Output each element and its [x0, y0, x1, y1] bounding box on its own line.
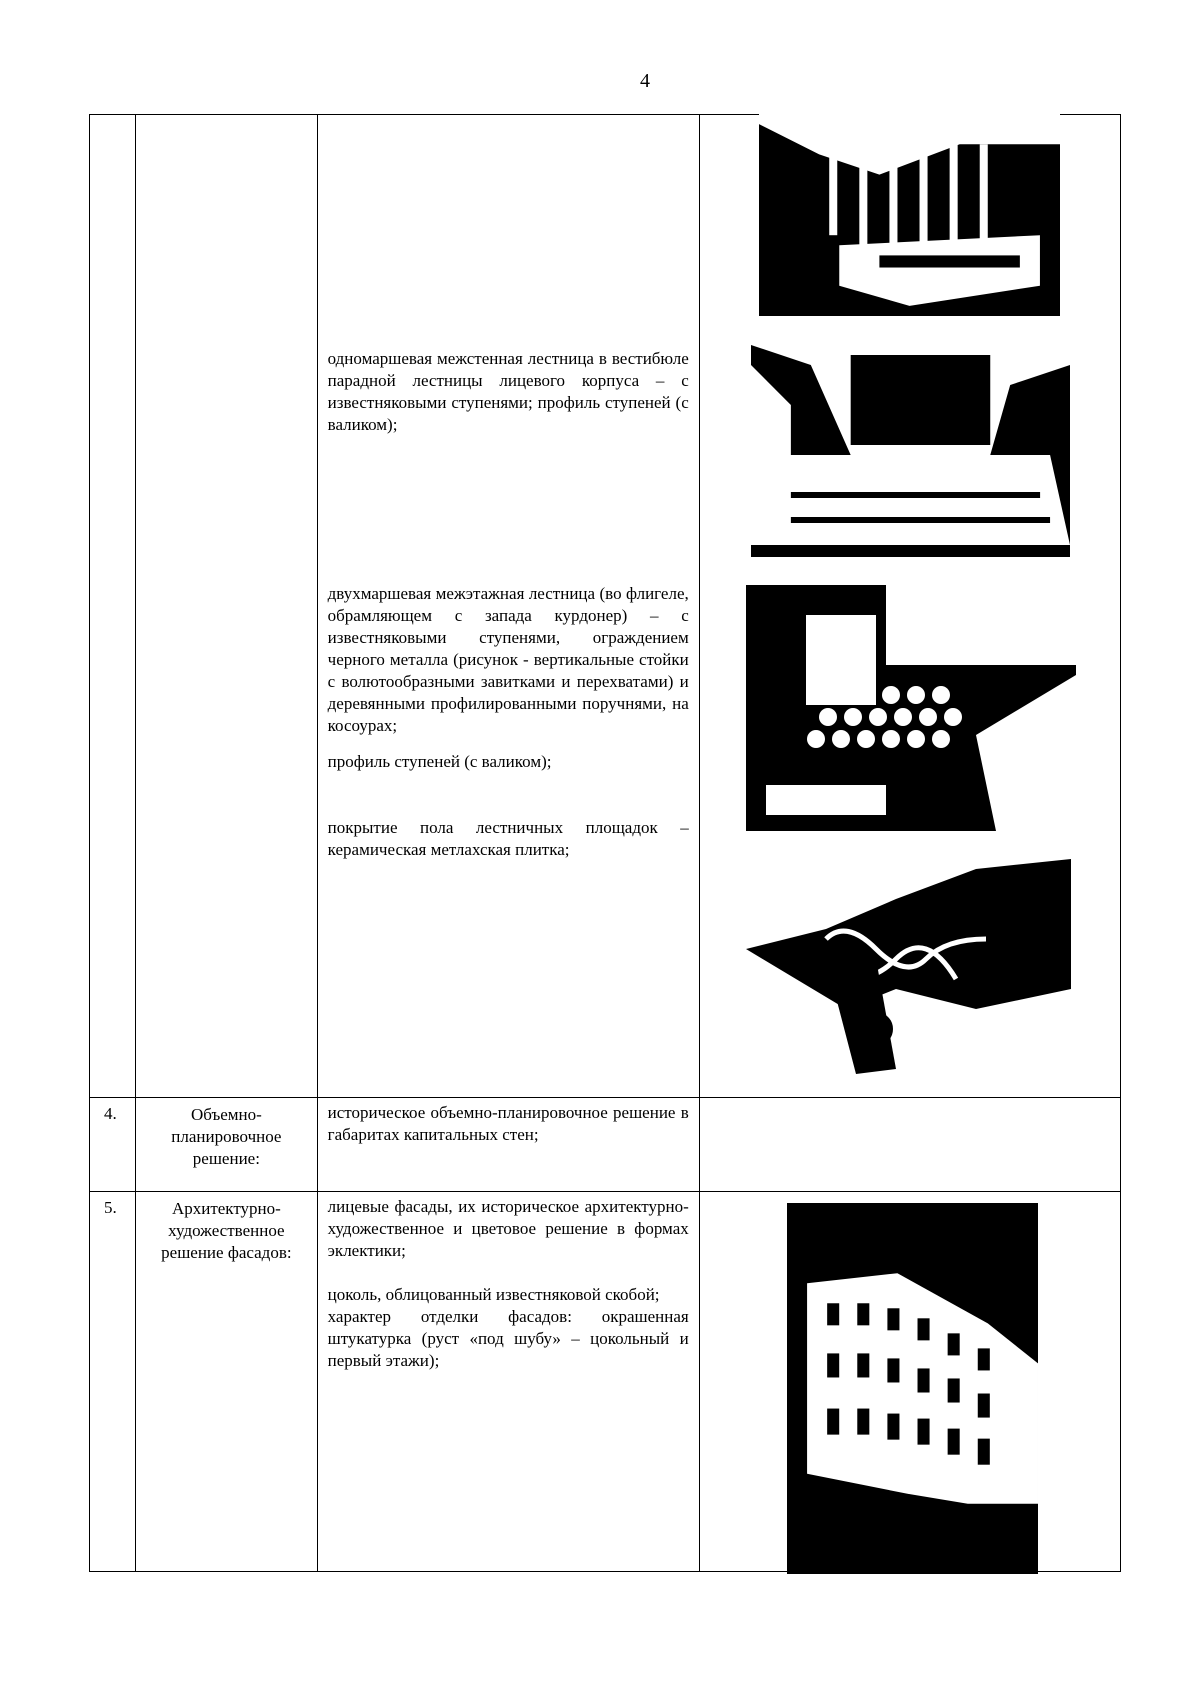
page-number: 4 [640, 70, 650, 92]
text-two-flight-stair: двухмаршевая межэтажная лестница (во флигеле, обрамляющем с запада курдонер) – с известняковыми ступенями, ограждением черного металла (рисунок - вертикальные стойки с волютообразными завитками и перехватами) и деревянными профилированными поручнями, на косоурах; [327, 584, 689, 735]
facade-photo [787, 1203, 1038, 1574]
two-flight-stair-photo [746, 585, 1076, 831]
text-single-flight-stair: одномаршевая межстенная лестница в вестибюле парадной лестницы лицевого корпуса – с известняковыми ступенями; профиль ступеней (с валиком); [327, 349, 689, 434]
staircase-balusters-photo [759, 114, 1060, 316]
single-flight-stair-photo [751, 345, 1070, 557]
row-name: Объемно-планировочное решение: [136, 1098, 318, 1192]
text-step-profile: профиль ступеней (с валиком); [327, 752, 552, 771]
row-description [317, 1192, 699, 1572]
row-photos [699, 1098, 1120, 1192]
railing-landing-photo [746, 859, 1071, 1074]
text-planning: историческое объемно-планировочное решение в габаритах капитальных стен; [327, 1103, 689, 1144]
text-facades: лицевые фасады, их историческое архитектурно-художественное и цветовое решение в формах эклектики; [327, 1197, 689, 1260]
text-plinth: цоколь, облицованный известняковой скобой; [327, 1285, 660, 1304]
text-finish: характер отделки фасадов: окрашенная штукатурка (руст «под шубу» – цокольный и первый этажи); [327, 1307, 689, 1370]
row-number [90, 115, 136, 1098]
row-description [317, 115, 699, 1098]
row-description [317, 1098, 699, 1192]
row-number: 5. [90, 1192, 136, 1572]
row-name: Архитектурно-художественное решение фасадов: [136, 1192, 318, 1572]
text-landing-floor: покрытие пола лестничных площадок – керамическая метлахская плитка; [327, 818, 689, 859]
row-number: 4. [90, 1098, 136, 1192]
row-name [136, 115, 318, 1098]
table-row [90, 1098, 1121, 1192]
